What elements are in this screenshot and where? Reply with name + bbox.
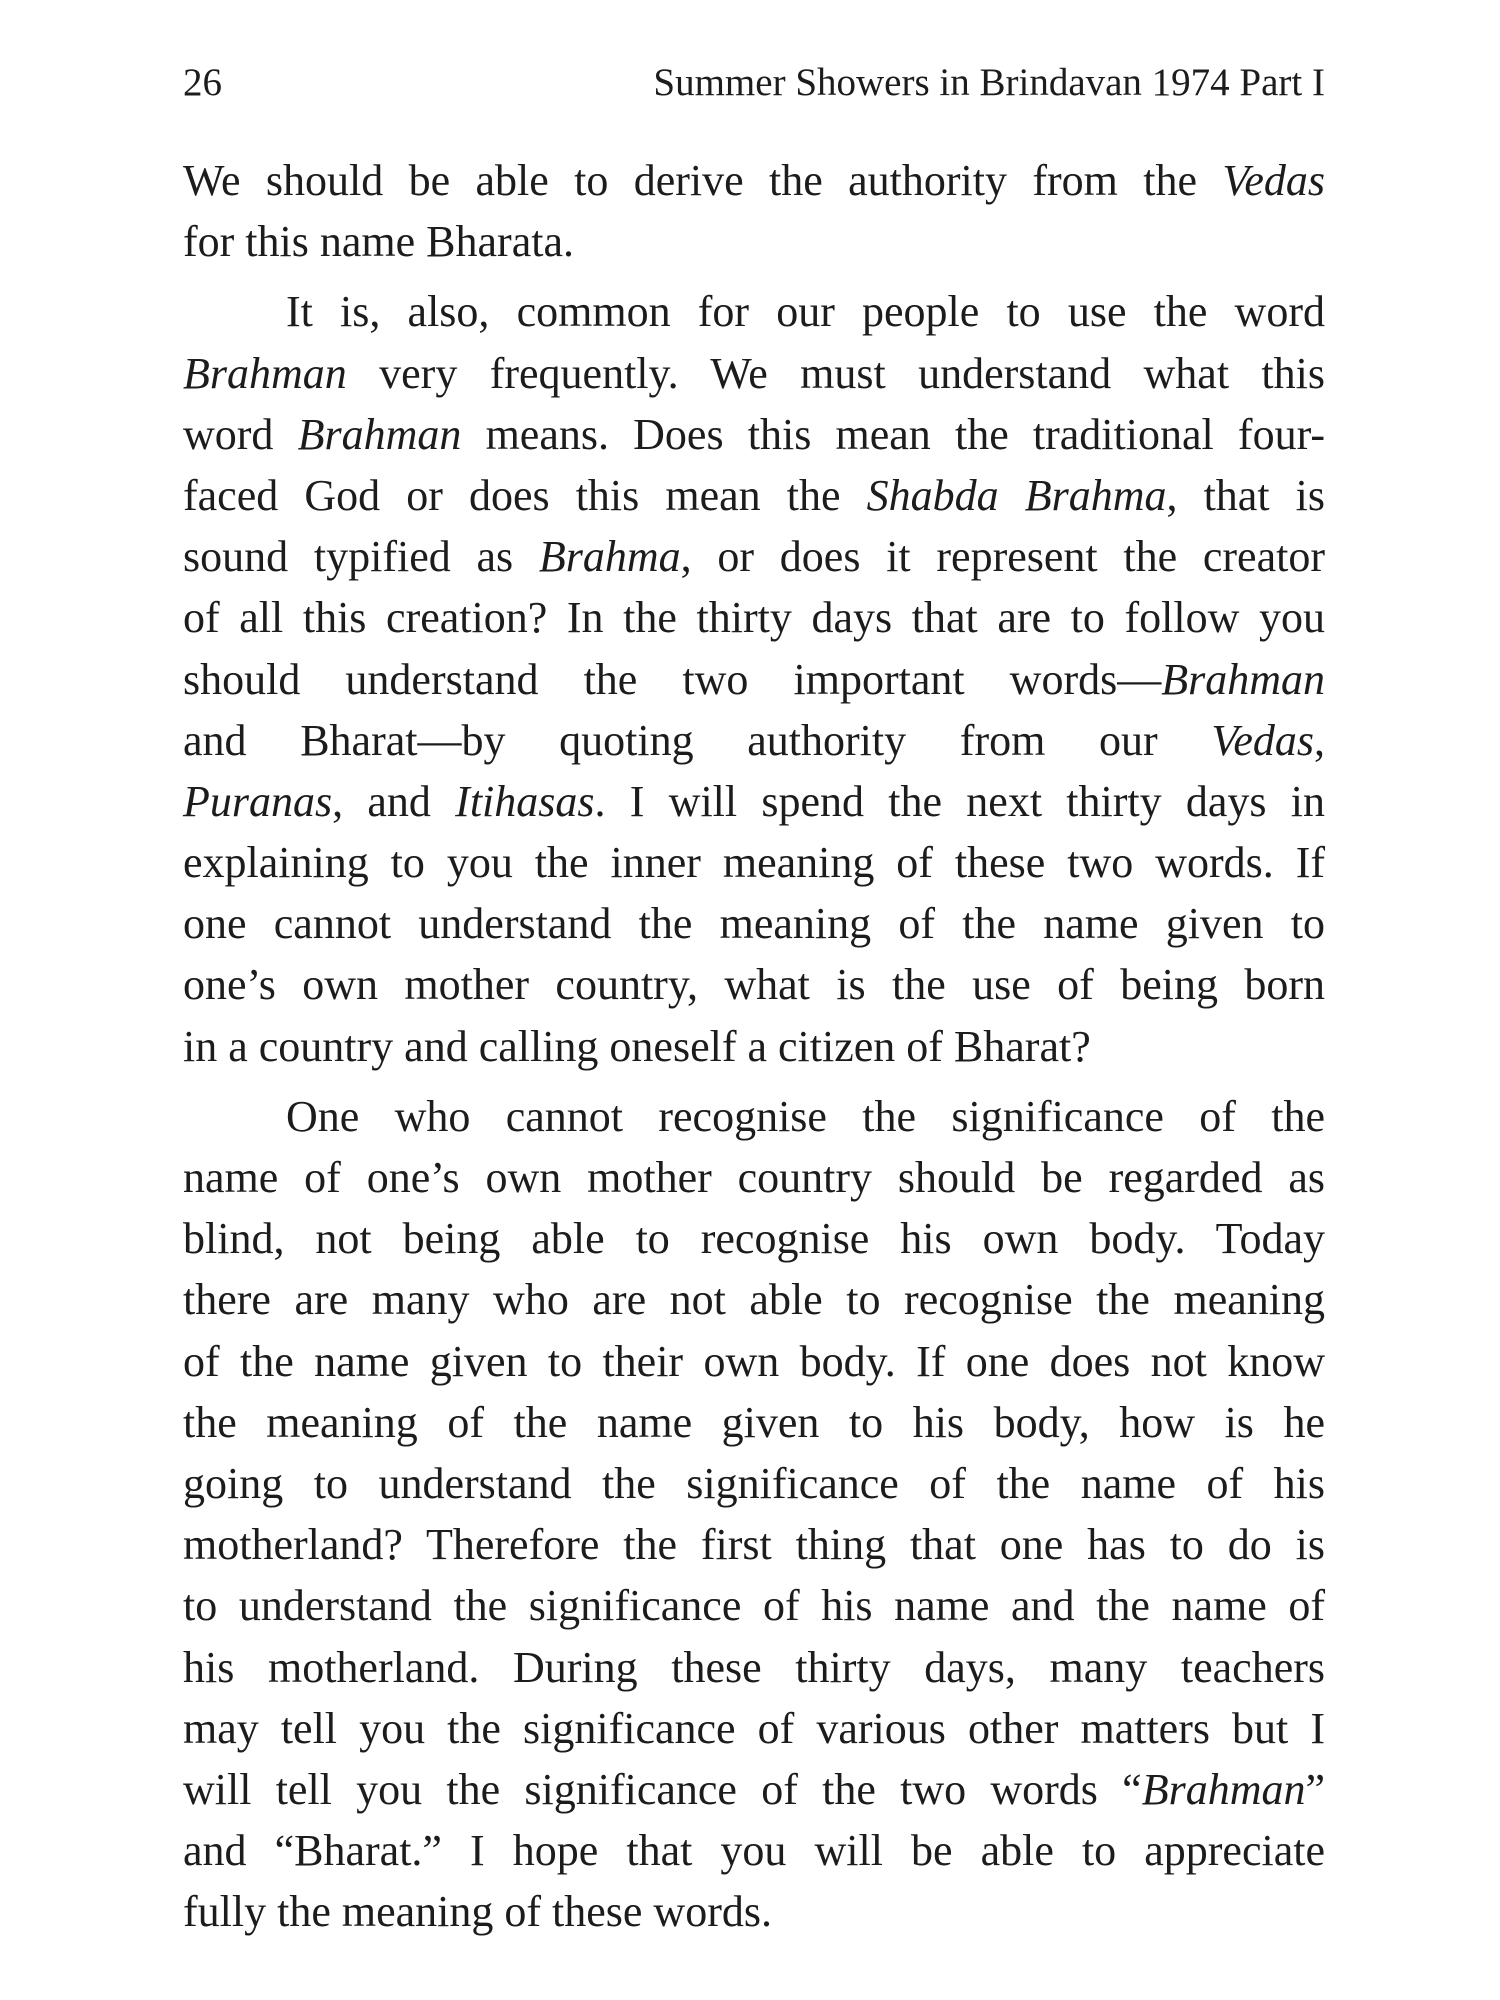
text-line: in a country and calling oneself a citizen of Bharat? bbox=[183, 1021, 1091, 1071]
text-line: and “Bharat.” I hope that you will be able to appreciate bbox=[183, 1826, 1325, 1876]
text-line: and Bharat—by quoting authority from our Vedas, bbox=[183, 715, 1325, 765]
text-line: faced God or does this mean the Shabda Brahma, that is bbox=[183, 470, 1326, 520]
text-line: motherland? Therefore the first thing that one has to do is bbox=[183, 1520, 1325, 1570]
text-line: one cannot understand the meaning of the name given to bbox=[183, 899, 1325, 949]
text-line: may tell you the significance of various other matters but I bbox=[183, 1703, 1325, 1753]
text-line: one’s own mother country, what is the use of being born bbox=[183, 960, 1325, 1010]
body-text bbox=[183, 150, 1325, 1942]
text-line: the meaning of the name given to his body, how is he bbox=[183, 1397, 1325, 1447]
text-line: We should be able to derive the authority from the Vedas bbox=[183, 156, 1325, 205]
text-line: blind, not being able to recognise his own body. Today bbox=[183, 1214, 1325, 1264]
text-line: his motherland. During these thirty days, many teachers bbox=[183, 1642, 1325, 1692]
page-number: 26 bbox=[183, 61, 222, 104]
running-head bbox=[183, 58, 1325, 108]
text-line: should understand the two important words—Brahman bbox=[183, 654, 1325, 704]
text-line: fully the meaning of these words. bbox=[183, 1887, 772, 1937]
text-line: One who cannot recognise the significance of the bbox=[286, 1091, 1325, 1141]
text-line: It is, also, common for our people to use the word bbox=[286, 287, 1325, 337]
text-line: for this name Bharata. bbox=[183, 217, 574, 267]
text-line: word Brahman means. Does this mean the traditional four- bbox=[183, 409, 1325, 459]
paragraph-1 bbox=[183, 150, 1325, 272]
text-line: explaining to you the inner meaning of these two words. If bbox=[183, 838, 1325, 888]
paragraph-3 bbox=[183, 1086, 1325, 1943]
text-line: Puranas, and Itihasas. I will spend the next thirty days in bbox=[183, 776, 1326, 826]
paragraph-2 bbox=[183, 281, 1325, 1076]
book-title: Summer Showers in Brindavan 1974 Part I bbox=[653, 61, 1325, 104]
text-line: of all this creation? In the thirty days that are to follow you bbox=[183, 593, 1325, 643]
text-line: there are many who are not able to recognise the meaning bbox=[183, 1275, 1325, 1325]
text-line: sound typified as Brahma, or does it represent the creator bbox=[183, 532, 1325, 582]
text-line: name of one’s own mother country should be regarded as bbox=[183, 1153, 1325, 1202]
text-line: of the name given to their own body. If one does not know bbox=[183, 1336, 1325, 1386]
text-line: will tell you the significance of the two words “Brahman” bbox=[183, 1764, 1325, 1814]
text-line: Brahman very frequently. We must understand what this bbox=[183, 348, 1325, 398]
text-line: to understand the significance of his name and the name of bbox=[183, 1581, 1325, 1631]
text-line: going to understand the significance of the name of his bbox=[183, 1458, 1325, 1508]
